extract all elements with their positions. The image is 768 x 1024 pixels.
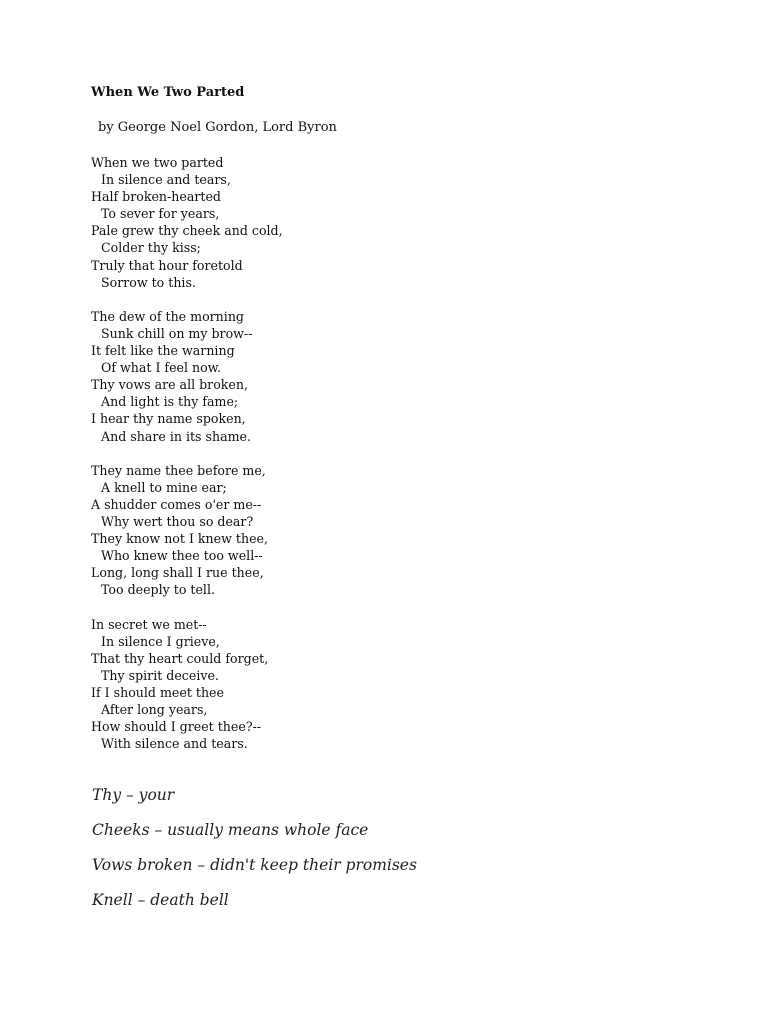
poem-line: Too deeply to tell. [101,582,215,598]
poem-line: In silence and tears, [101,172,231,188]
glossary-note: Cheeks – usually means whole face [92,821,369,839]
poem-line: Sunk chill on my brow-- [101,325,253,341]
poem-line: Who knew thee too well-- [101,548,263,564]
glossary-note: Knell – death bell [92,891,229,909]
poem-line: In secret we met-- [91,616,207,632]
poem-line: Colder thy kiss; [101,240,201,256]
poem-line: In silence I grieve, [101,633,220,649]
stanza-2 [91,308,283,445]
poem-line: To sever for years, [101,206,220,222]
poem-line: A knell to mine ear; [101,479,227,495]
poem-line: It felt like the warning [91,343,235,359]
poem-body [91,154,283,769]
poem-line: After long years, [101,702,208,717]
glossary-note: Vows broken – didn't keep their promises [92,856,417,874]
poem-line: I hear thy name spoken, [91,411,246,427]
poem-title: When We Two Parted [91,85,245,100]
glossary-note: Thy – your [92,786,175,804]
stanza-4 [91,616,283,753]
poem-line: Truly that hour foretold [91,257,243,273]
poem-byline: by George Noel Gordon, Lord Byron [98,120,337,135]
poem-line: When we two parted [91,155,224,170]
stanza-3 [91,462,283,599]
poem-line: And light is thy fame; [101,394,239,410]
stanza-1 [91,154,283,291]
poem-line: Sorrow to this. [101,274,196,290]
poem-line: And share in its shame. [101,428,252,444]
poem-line: With silence and tears. [101,736,248,752]
poem-line: Thy vows are all broken, [91,377,248,393]
poem-line: If I should meet thee [91,684,224,700]
poem-line: Thy spirit deceive. [101,667,219,683]
poem-line: Of what I feel now. [101,360,222,376]
poem-line: That thy heart could forget, [91,650,269,666]
poem-line: Half broken-hearted [91,189,221,205]
poem-line: Why wert thou so dear? [101,513,254,529]
poem-line: How should I greet thee?-- [91,719,262,735]
poem-line: The dew of the morning [91,308,244,324]
poem-line: They name thee before me, [91,462,266,478]
poem-line: Pale grew thy cheek and cold, [91,223,283,239]
poem-line: They know not I knew thee, [91,531,268,547]
poem-line: Long, long shall I rue thee, [91,565,264,581]
glossary-notes [92,784,417,924]
poem-line: A shudder comes o'er me-- [91,496,262,512]
